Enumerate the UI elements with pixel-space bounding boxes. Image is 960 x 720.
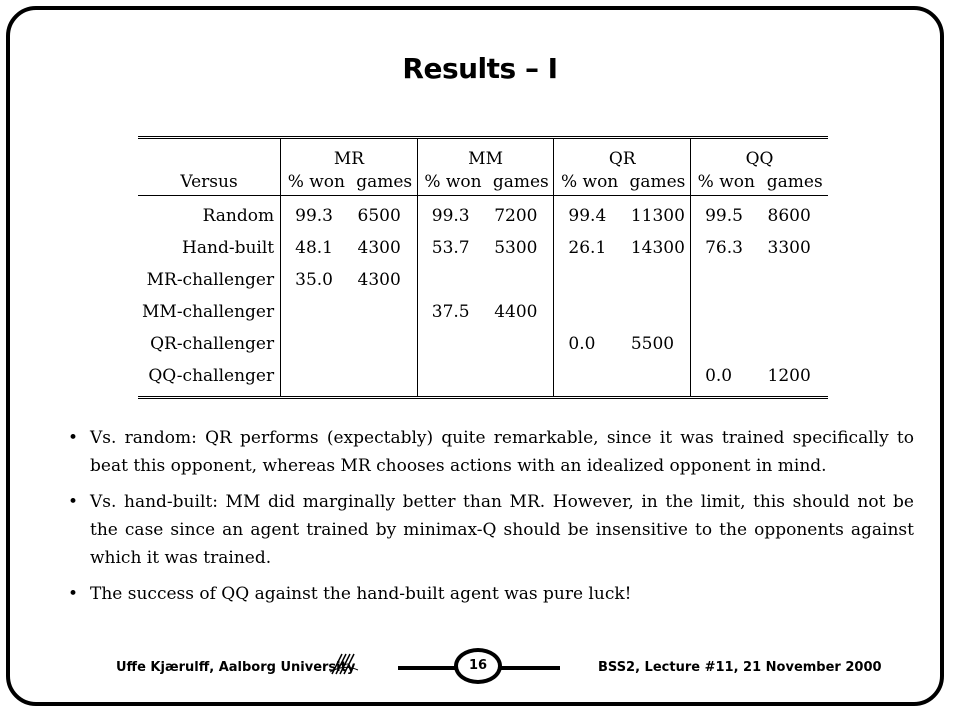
bullet-item: [66, 424, 914, 480]
games-cell: [625, 360, 691, 398]
table-row: [138, 360, 828, 398]
row-label: MM-challenger: [142, 302, 275, 322]
row-label: Hand-built: [182, 238, 275, 258]
games-cell: 11300: [630, 206, 685, 226]
won-cell: [417, 360, 488, 398]
table-corner-blank: [138, 138, 281, 170]
row-label: QR-challenger: [150, 334, 275, 354]
bullet-text: Vs. hand-built: MM did marginally better than MR. However, in the limit, this should not be the case since an agent trained by minimax-Q should be insensitive to the opponents against which it was trained.: [90, 492, 914, 568]
games-cell: 4400: [494, 302, 538, 322]
games-cell: [625, 264, 691, 296]
won-header: % won: [417, 169, 488, 196]
table-row: [138, 264, 828, 296]
footer-author: Uffe Kjærulff, Aalborg University: [116, 660, 356, 675]
bullet-item: [66, 488, 914, 572]
won-cell: [281, 360, 352, 398]
games-cell: [352, 296, 418, 328]
table-row: [138, 232, 828, 264]
games-cell: 6500: [357, 206, 401, 226]
games-header: games: [352, 169, 418, 196]
slide-footer: [0, 648, 960, 688]
games-cell: [488, 328, 554, 360]
won-header: % won: [281, 169, 352, 196]
results-table-container: [138, 136, 828, 399]
games-cell: 14300: [630, 238, 685, 258]
group-header-qr: QR: [554, 138, 691, 170]
won-cell: 99.4: [554, 196, 625, 233]
table-sub-header-row: [138, 169, 828, 196]
page-number-badge: 16: [454, 648, 502, 684]
won-cell: 26.1: [554, 232, 625, 264]
games-cell: 8600: [767, 206, 811, 226]
bullet-text: The success of QQ against the hand-built agent was pure luck!: [90, 584, 632, 604]
won-cell: [691, 328, 762, 360]
games-cell: 3300: [767, 238, 811, 258]
won-cell: [554, 360, 625, 398]
won-cell: 99.5: [691, 196, 762, 233]
games-header: games: [762, 169, 829, 196]
won-cell: 0.0: [691, 360, 762, 398]
games-header: games: [625, 169, 691, 196]
aalborg-university-logo-icon: [328, 650, 360, 680]
games-cell: [488, 360, 554, 398]
games-cell: [352, 328, 418, 360]
games-cell: [762, 328, 829, 360]
won-cell: [417, 328, 488, 360]
footer-rule-left: [398, 666, 456, 670]
table-group-header-row: [138, 138, 828, 170]
row-label: QQ-challenger: [148, 366, 275, 386]
bullet-item: [66, 580, 914, 608]
games-cell: 5300: [494, 238, 538, 258]
won-cell: 0.0: [554, 328, 625, 360]
bullet-dot-icon: •: [68, 492, 79, 512]
row-label: MR-challenger: [146, 270, 275, 290]
bullet-text: Vs. random: QR performs (expectably) quite remarkable, since it was trained specifically to beat this opponent, whereas MR chooses actions with an idealized opponent in mind.: [90, 428, 914, 476]
table-row: [138, 196, 828, 233]
group-header-mr: MR: [281, 138, 418, 170]
won-cell: [281, 296, 352, 328]
bullet-dot-icon: •: [68, 428, 79, 448]
won-cell: 37.5: [417, 296, 488, 328]
won-cell: 48.1: [281, 232, 352, 264]
games-cell: 4300: [357, 238, 401, 258]
won-cell: 99.3: [281, 196, 352, 233]
row-label: Random: [202, 206, 275, 226]
table-body: [138, 196, 828, 398]
won-header: % won: [691, 169, 762, 196]
bullet-dot-icon: •: [68, 584, 79, 604]
footer-rule-right: [500, 666, 560, 670]
games-cell: [762, 296, 829, 328]
versus-header: Versus: [138, 169, 281, 196]
won-cell: 53.7: [417, 232, 488, 264]
games-cell: 1200: [767, 366, 811, 386]
games-cell: [625, 296, 691, 328]
won-cell: [554, 296, 625, 328]
games-cell: 4300: [357, 270, 401, 290]
games-cell: [488, 264, 554, 296]
table-row: [138, 296, 828, 328]
footer-course: BSS2, Lecture #11, 21 November 2000: [598, 660, 882, 675]
won-cell: [417, 264, 488, 296]
results-table: [138, 136, 828, 399]
won-cell: [691, 264, 762, 296]
games-cell: 7200: [494, 206, 538, 226]
won-cell: 35.0: [281, 264, 352, 296]
table-row: [138, 328, 828, 360]
won-cell: 76.3: [691, 232, 762, 264]
games-cell: [762, 264, 829, 296]
won-header: % won: [554, 169, 625, 196]
slide-title: Results – I: [402, 52, 558, 85]
games-cell: 5500: [630, 334, 675, 354]
group-header-mm: MM: [417, 138, 554, 170]
won-cell: [281, 328, 352, 360]
won-cell: [554, 264, 625, 296]
won-cell: 99.3: [417, 196, 488, 233]
games-cell: [352, 360, 418, 398]
bullet-list: [66, 424, 914, 616]
games-header: games: [488, 169, 554, 196]
group-header-qq: QQ: [691, 138, 828, 170]
won-cell: [691, 296, 762, 328]
